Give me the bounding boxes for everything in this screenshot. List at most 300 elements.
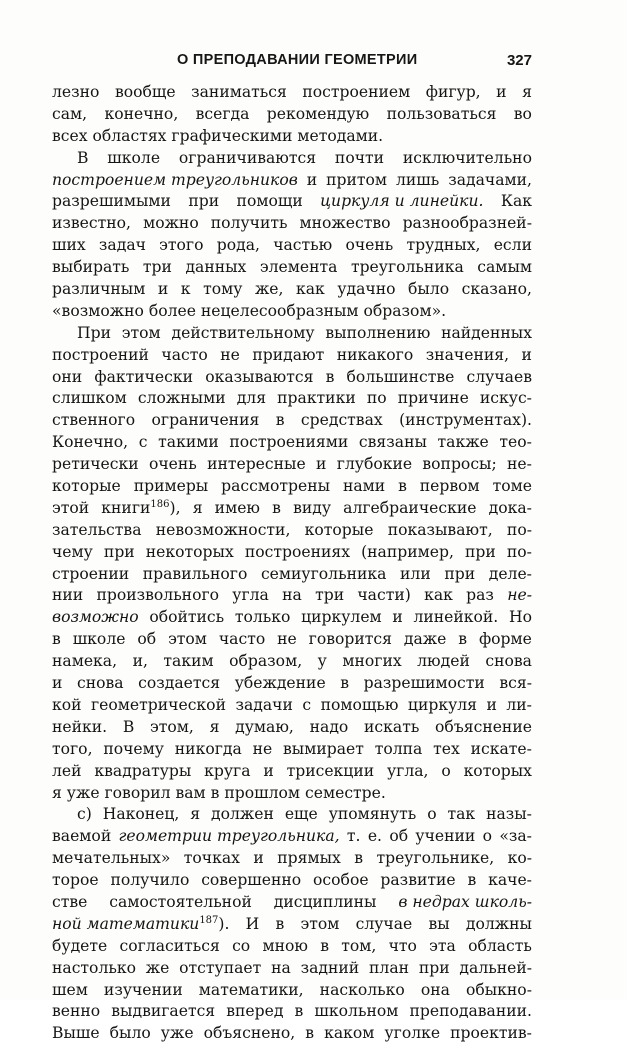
word: показывают, xyxy=(387,520,493,539)
word: о xyxy=(441,761,451,780)
word: в xyxy=(325,367,335,386)
word-with-footnote xyxy=(52,914,229,936)
word: искате- xyxy=(470,739,532,758)
text-line xyxy=(52,213,532,235)
word: насколько xyxy=(319,980,405,999)
text-line xyxy=(52,892,532,914)
word: рода, xyxy=(216,236,260,255)
word: нии xyxy=(52,586,84,605)
word: было xyxy=(109,1024,151,1043)
word: вы xyxy=(428,914,450,933)
word: трисекции xyxy=(286,761,375,780)
word: в xyxy=(354,849,364,868)
word: не- xyxy=(507,455,532,474)
word: вымирает xyxy=(283,739,364,758)
word: данных xyxy=(185,258,247,277)
word: ограничения xyxy=(151,411,260,430)
word: элемента xyxy=(259,258,338,277)
paragraph xyxy=(52,82,532,148)
italic-term: возможно xyxy=(52,608,139,627)
word: было xyxy=(408,280,450,299)
word: со xyxy=(232,936,251,955)
word: в xyxy=(294,1002,304,1021)
word: помощью xyxy=(320,695,399,714)
word: притом xyxy=(326,170,388,189)
word: ко- xyxy=(507,849,532,868)
word: выбирать xyxy=(52,258,130,277)
word: математики, xyxy=(198,980,304,999)
word: такими xyxy=(158,433,219,452)
paragraph xyxy=(52,323,532,805)
word: значения, xyxy=(425,345,510,364)
word: и, xyxy=(132,652,148,671)
text-line xyxy=(52,388,532,410)
word: почти xyxy=(334,148,385,167)
word: Но xyxy=(508,608,532,627)
footnote-ref: 187 xyxy=(199,914,219,926)
word: Как xyxy=(500,192,532,211)
word: рекомендую xyxy=(266,104,370,123)
word: геометрической xyxy=(91,695,226,714)
word: случаев xyxy=(466,367,532,386)
word: квадратуры xyxy=(94,761,192,780)
word: частью xyxy=(273,236,333,255)
word: практики xyxy=(277,389,356,408)
word: интересные xyxy=(207,455,306,474)
word: школе xyxy=(107,148,161,167)
word: в xyxy=(305,1024,315,1043)
word: план xyxy=(369,958,410,977)
word: всех областях графическими методами. xyxy=(52,126,384,145)
word: должны xyxy=(465,914,532,933)
word: же xyxy=(145,958,170,977)
paragraph xyxy=(52,148,532,323)
text-line xyxy=(52,191,532,213)
word: лезно xyxy=(52,83,100,101)
word: я уже говорил вам в прошлом семестре. xyxy=(52,783,386,802)
word: форме xyxy=(478,630,532,649)
text-line xyxy=(52,476,532,498)
word: же, xyxy=(254,280,284,299)
word: «возможно более нецелесообразным образом». xyxy=(52,301,447,320)
word: которых xyxy=(463,761,532,780)
word: тому xyxy=(203,280,243,299)
word: задачи xyxy=(235,695,293,714)
text-line xyxy=(52,585,532,607)
text-line xyxy=(52,695,532,717)
text-line xyxy=(52,629,532,651)
word: при xyxy=(103,542,135,561)
word: самым xyxy=(477,258,532,277)
italic-term: ной математики xyxy=(52,914,200,933)
text-line xyxy=(52,279,532,301)
word: ли- xyxy=(506,695,532,714)
word: разнообразней- xyxy=(402,214,532,233)
word: конечно, xyxy=(104,104,179,123)
word: что xyxy=(388,936,417,955)
word: отступает xyxy=(179,958,262,977)
text-line xyxy=(52,520,532,542)
word: нейки. xyxy=(52,717,108,736)
word: искус- xyxy=(479,389,532,408)
word: Наконец, xyxy=(102,805,180,824)
word: этого xyxy=(159,236,204,255)
word: При xyxy=(77,323,111,342)
word: точках xyxy=(183,849,240,868)
word: этом xyxy=(300,914,340,933)
italic-term: циркуля и линейки. xyxy=(320,192,484,211)
word: прямых xyxy=(277,849,341,868)
text-line xyxy=(52,914,532,936)
word: в xyxy=(275,411,285,430)
word: и xyxy=(521,345,532,364)
word: некоторых xyxy=(145,542,234,561)
word: при xyxy=(418,958,450,977)
word: лишь xyxy=(395,170,440,189)
word: правильного xyxy=(142,564,248,583)
word: еще xyxy=(284,805,318,824)
word: уже xyxy=(160,1024,194,1043)
word: искать xyxy=(364,717,420,736)
word: этом xyxy=(168,630,207,649)
word: согласиться xyxy=(119,936,220,955)
word: произвольного xyxy=(96,586,220,605)
word: разрешимости xyxy=(363,674,485,693)
word: тех xyxy=(433,739,460,758)
word: во xyxy=(513,104,532,123)
word: различным xyxy=(52,280,146,299)
text-line xyxy=(52,673,532,695)
word: проектив- xyxy=(450,1024,532,1043)
text-line xyxy=(52,323,532,345)
word: связаны xyxy=(358,433,427,452)
word: изучении xyxy=(103,980,183,999)
text-line xyxy=(52,761,532,783)
word: область xyxy=(468,936,532,955)
word: причине xyxy=(397,389,469,408)
text-line xyxy=(52,717,532,739)
word: тео- xyxy=(499,433,532,452)
word: шем xyxy=(52,980,88,999)
word: в xyxy=(272,498,281,517)
word: построениях xyxy=(244,542,350,561)
word: можно xyxy=(143,214,199,233)
word: всегда xyxy=(195,104,250,123)
text-line xyxy=(52,783,532,805)
footnote-ref: 186 xyxy=(150,498,170,510)
word: об xyxy=(389,827,409,846)
text-line xyxy=(52,848,532,870)
word: построением xyxy=(302,83,411,101)
word: не xyxy=(220,345,240,364)
word: В xyxy=(77,148,89,167)
word: объяснение xyxy=(435,717,532,736)
word: школьном xyxy=(314,1002,399,1021)
word: венно xyxy=(52,1002,101,1021)
word: и xyxy=(157,280,169,299)
text-line xyxy=(52,1023,532,1045)
word: большинстве xyxy=(346,367,455,386)
text-line xyxy=(52,739,532,761)
word: дальней- xyxy=(459,958,532,977)
word: не xyxy=(252,739,273,758)
text-line xyxy=(52,301,532,323)
text-line xyxy=(52,826,532,848)
italic-term: геометрии треугольника, xyxy=(118,827,340,846)
word: каче- xyxy=(488,871,532,890)
text-line xyxy=(52,498,532,520)
word: И xyxy=(245,914,260,933)
word: и xyxy=(486,695,497,714)
text-line xyxy=(52,432,532,454)
word: по xyxy=(366,389,387,408)
word: к xyxy=(180,280,191,299)
word: даже xyxy=(403,630,447,649)
text-line xyxy=(52,564,532,586)
word: по- xyxy=(506,520,532,539)
word: в xyxy=(275,914,285,933)
word: в xyxy=(467,871,477,890)
word: таким xyxy=(163,652,214,671)
word: в xyxy=(52,630,61,649)
word: этой xyxy=(52,498,90,517)
word: учении xyxy=(415,827,476,846)
page-number: 327 xyxy=(506,52,532,69)
word: обыкно- xyxy=(465,980,532,999)
word: надо xyxy=(309,717,349,736)
word: почему xyxy=(103,739,164,758)
word: построений xyxy=(52,345,149,364)
word: т. xyxy=(346,827,361,846)
word: и xyxy=(306,170,318,189)
text-line xyxy=(52,235,532,257)
word: фигур, xyxy=(425,83,481,101)
text-line xyxy=(52,345,532,367)
word: построениями xyxy=(229,433,349,452)
text-line xyxy=(52,104,532,126)
word: убеждение xyxy=(234,674,326,693)
word: получило xyxy=(110,871,190,890)
word: в xyxy=(398,477,407,496)
word: книги xyxy=(101,498,151,517)
word: стве xyxy=(52,892,88,911)
word: думаю, xyxy=(235,717,294,736)
word: случае xyxy=(355,914,413,933)
word: в xyxy=(340,674,350,693)
word: я xyxy=(190,805,201,824)
word: никогда xyxy=(174,739,242,758)
text-line xyxy=(52,82,532,104)
word: оказываются xyxy=(205,367,314,386)
word: трудных, xyxy=(406,236,481,255)
word: удачно xyxy=(337,280,396,299)
word: только xyxy=(234,608,291,627)
word: в xyxy=(320,936,329,955)
word: и xyxy=(392,608,403,627)
word: никакого xyxy=(336,345,414,364)
word: заниматься xyxy=(191,83,287,101)
word: е. xyxy=(367,827,383,846)
running-head: О ПРЕПОДАВАНИИ ГЕОМЕТРИИ xyxy=(177,52,418,68)
word: она xyxy=(420,980,450,999)
word: (инструментах). xyxy=(399,411,532,430)
word: первом xyxy=(419,477,480,496)
text-line xyxy=(52,980,532,1002)
word: известно, xyxy=(52,214,132,233)
word: объяснено, xyxy=(203,1024,296,1043)
word: при xyxy=(188,192,220,211)
word: для xyxy=(236,389,267,408)
word: упомянуть xyxy=(328,805,417,824)
word: пользоваться xyxy=(386,104,497,123)
word: В xyxy=(122,717,135,736)
word: как xyxy=(424,586,453,605)
word: настолько xyxy=(52,958,136,977)
word: получить xyxy=(210,214,288,233)
word: придают xyxy=(252,345,325,364)
word: по- xyxy=(506,542,532,561)
word: на xyxy=(271,958,291,977)
word: многих xyxy=(342,652,402,671)
word: фактически xyxy=(94,367,194,386)
italic-term: не- xyxy=(507,586,532,605)
word: строении xyxy=(52,564,130,583)
word-with-footnote xyxy=(101,498,180,520)
text-line xyxy=(52,126,532,148)
word: раз xyxy=(466,586,494,605)
word: семиугольника xyxy=(260,564,387,583)
word: имею xyxy=(214,498,260,517)
word: линейкой. xyxy=(413,608,499,627)
word: образом, xyxy=(229,652,303,671)
word: назы- xyxy=(486,805,532,824)
word: исключительно xyxy=(402,148,532,167)
word: найденных xyxy=(441,323,532,342)
word: мною xyxy=(262,936,308,955)
word: обойтись xyxy=(149,608,225,627)
text-line xyxy=(52,958,532,980)
word: очень xyxy=(345,236,394,255)
word: и xyxy=(315,455,327,474)
word: особое xyxy=(313,871,369,890)
word: дисциплины xyxy=(273,892,377,911)
word: ших xyxy=(52,236,86,255)
word: я xyxy=(192,498,203,517)
word: кой xyxy=(52,695,82,714)
text-line xyxy=(52,1001,532,1023)
word: глубокие xyxy=(336,455,413,474)
word: торое xyxy=(52,871,99,890)
word: при xyxy=(444,564,476,583)
word: того, xyxy=(52,739,93,758)
text-line xyxy=(52,804,532,826)
word: которые xyxy=(52,477,121,496)
word: или xyxy=(400,564,431,583)
italic-term: построением треугольников xyxy=(52,170,298,189)
word: «за- xyxy=(499,827,532,846)
word: ваемой xyxy=(52,827,112,846)
word: ), xyxy=(169,498,181,517)
word: людей xyxy=(417,652,470,671)
word: круга xyxy=(204,761,251,780)
word: каком xyxy=(324,1024,375,1043)
word: разрешимыми xyxy=(52,192,171,211)
word: помощи xyxy=(236,192,303,211)
word: (например, xyxy=(361,542,454,561)
word: ретически xyxy=(52,455,139,474)
word: о xyxy=(482,827,493,846)
word: толпа xyxy=(374,739,423,758)
word: задний xyxy=(300,958,360,977)
word: треугольнике, xyxy=(376,849,495,868)
text-line xyxy=(52,936,532,958)
word: уголке xyxy=(384,1024,441,1043)
word: очень xyxy=(148,455,197,474)
word: преподавании. xyxy=(409,1002,532,1021)
word: и xyxy=(263,761,274,780)
word: эта xyxy=(429,936,456,955)
paragraph xyxy=(52,804,532,1045)
word: и xyxy=(52,674,63,693)
word: сложными xyxy=(137,389,226,408)
word: этом, xyxy=(150,717,194,736)
text-line xyxy=(52,542,532,564)
word: при xyxy=(465,542,496,561)
word: часто xyxy=(218,630,266,649)
word: выдвигается xyxy=(111,1002,216,1021)
word: намека, xyxy=(52,652,118,671)
word: средствах xyxy=(300,411,383,430)
word: с xyxy=(302,695,312,714)
word: ограничиваются xyxy=(178,148,317,167)
word: Выше xyxy=(52,1024,100,1043)
word: этом xyxy=(121,323,161,342)
word: треугольника xyxy=(350,258,464,277)
word: они xyxy=(52,367,83,386)
word: циркуля xyxy=(407,695,477,714)
word: и xyxy=(496,83,507,101)
word: которые xyxy=(304,520,374,539)
word: угла xyxy=(232,586,269,605)
text-line xyxy=(52,367,532,389)
text-line xyxy=(52,607,532,629)
word: должен xyxy=(211,805,274,824)
word: множество xyxy=(299,214,391,233)
word: нами xyxy=(342,477,386,496)
text-line xyxy=(52,410,532,432)
word: об xyxy=(137,630,157,649)
word: задач xyxy=(98,236,146,255)
word: Конечно, xyxy=(52,433,129,452)
word: томе xyxy=(492,477,532,496)
word: как xyxy=(296,280,325,299)
word: снова xyxy=(485,652,532,671)
word: лей xyxy=(52,761,82,780)
word: вообще xyxy=(114,83,176,101)
text-line xyxy=(52,148,532,170)
body-text xyxy=(52,82,532,1045)
word: на xyxy=(282,586,302,605)
word: так xyxy=(447,805,476,824)
word: выполнению xyxy=(325,323,431,342)
word: снова xyxy=(76,674,124,693)
word: вопросы; xyxy=(422,455,497,474)
word: ственного xyxy=(52,411,136,430)
word: о xyxy=(427,805,437,824)
word: вперед xyxy=(226,1002,284,1021)
word: самостоятельной xyxy=(109,892,252,911)
word: виду xyxy=(293,498,332,517)
